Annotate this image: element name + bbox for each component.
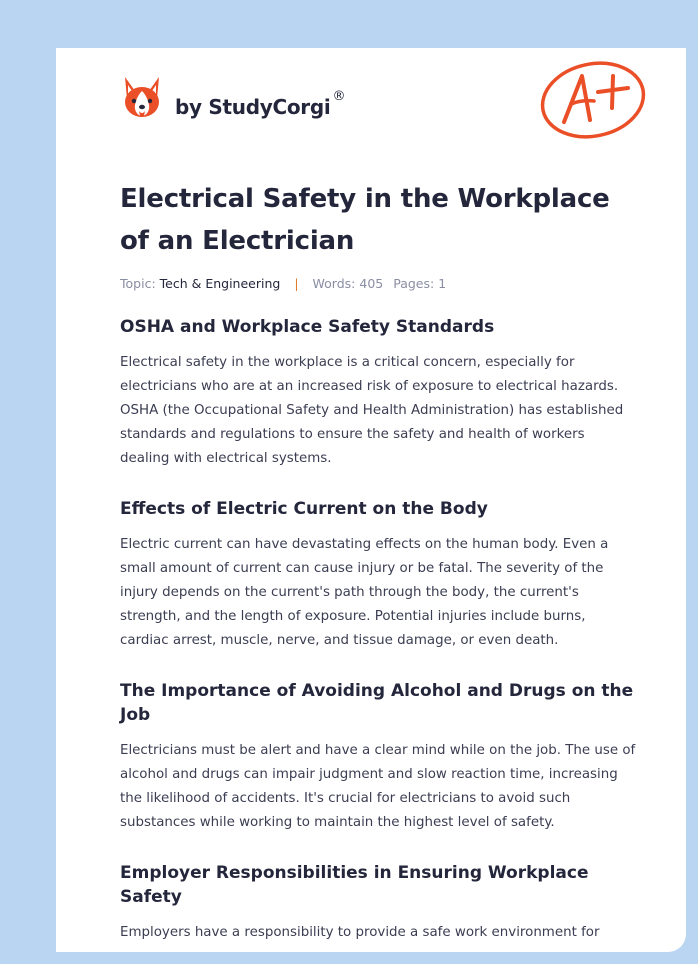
section-paragraph: Employers have a responsibility to provide a safe work environment for xyxy=(120,925,600,940)
document-page xyxy=(56,48,686,952)
page-title: Electrical Safety in the Workplace of an Electrician xyxy=(120,184,610,256)
corgi-logo-icon xyxy=(121,75,163,121)
words-count: 405 xyxy=(359,276,384,291)
section-heading: The Importance of Avoiding Alcohol and Drugs on the Job xyxy=(120,681,634,725)
topic-label: Topic: xyxy=(120,276,156,291)
page-header xyxy=(56,48,686,148)
pages-count: 1 xyxy=(438,276,447,291)
topic-link[interactable]: Tech & Engineering xyxy=(159,276,281,291)
brand-name[interactable]: by StudyCorgi ® xyxy=(175,89,346,119)
section-heading: OSHA and Workplace Safety Standards xyxy=(120,317,495,337)
section-heading: Employer Responsibilities in Ensuring Workplace Safety xyxy=(120,863,589,907)
registered-mark: ® xyxy=(332,89,346,104)
section-paragraph: Electricians must be alert and have a clear mind while on the job. The use of alcohol and drugs can impair judgment and slow reaction time, increasing the likelihood of accidents. It's crucial for electricians to avoid such substances while working to maintain the highest level of safety. xyxy=(120,743,636,830)
section-paragraph: Electrical safety in the workplace is a critical concern, especially for electricians who are at an increased risk of exposure to electrical hazards. OSHA (the Occupational Safety and Health Administration) has established standards and regulations to ensure the safety and health of workers dealing with electrical systems. xyxy=(120,355,624,466)
pages-label: Pages: xyxy=(393,276,435,291)
article xyxy=(120,178,636,945)
words-label: Words: xyxy=(312,276,356,291)
grade-a-plus-icon xyxy=(538,60,648,140)
meta-separator: | xyxy=(294,276,299,291)
section-paragraph: Electric current can have devastating effects on the human body. Even a small amount of current can cause injury or be fatal. The severity of the injury depends on the current's path through the body, the current's strength, and the length of exposure. Potential injuries include burns, cardiac arrest, muscle, nerve, and tissue damage, or even death. xyxy=(120,537,609,648)
article-meta xyxy=(120,276,636,291)
section-heading: Effects of Electric Current on the Body xyxy=(120,499,488,519)
